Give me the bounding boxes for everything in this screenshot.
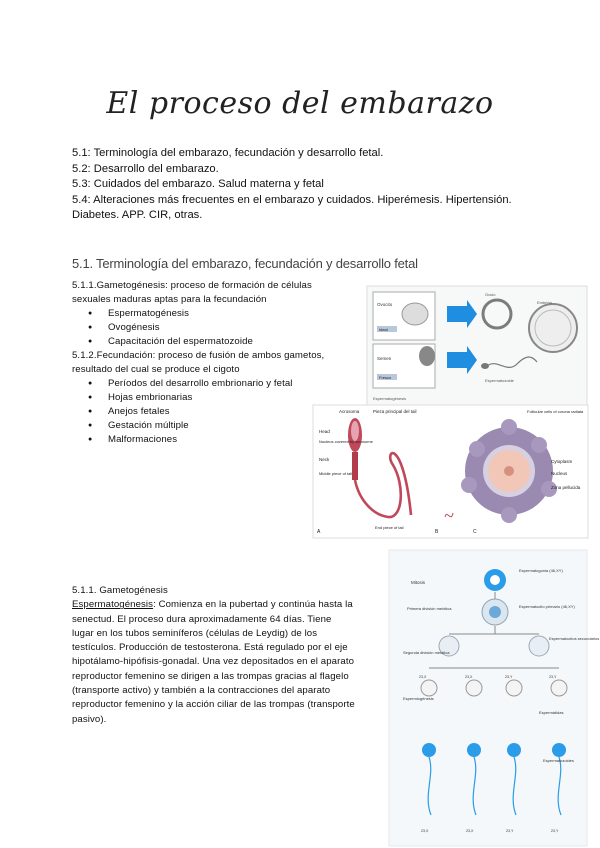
label-end-piece: End piece of tail — [375, 525, 404, 530]
sperm-midpiece — [352, 452, 358, 480]
table-of-contents — [72, 146, 532, 224]
label-chrom: 23,X — [465, 675, 473, 679]
list-item: ● Ovogénesis — [88, 321, 357, 335]
semen-cell — [419, 346, 435, 366]
paragraph-text: : Comienza en la pubertad y continúa hasta la — [153, 599, 353, 611]
sperm-ovum-diagram — [313, 405, 588, 538]
label-middle-piece: Middle piece of tail — [319, 471, 353, 476]
spermatid-cell — [506, 680, 522, 696]
label-cytoplasm: Cytoplasm — [551, 459, 573, 464]
label-espermatidas: Espermátidas — [539, 710, 564, 715]
label-chrom: 23,Y — [551, 829, 559, 833]
label-neck: Neck — [319, 457, 330, 462]
label-ovulo: Ovulo — [485, 292, 496, 297]
label-chrom: 23,Y — [506, 829, 514, 833]
list-item: ● Períodos del desarrollo embrionario y fetal — [88, 377, 357, 391]
label-espermatozoides: Espermatozoides — [543, 758, 574, 763]
fertilization-diagram — [367, 286, 587, 406]
label-nucleus: Nucleus covered by acrosome — [319, 439, 373, 444]
label-semen-tag: Fresco — [379, 375, 392, 380]
ovocyte-cell — [402, 303, 428, 325]
paragraph-line: pasivo). — [72, 713, 107, 725]
sperm-head — [481, 363, 489, 369]
label-c: C — [473, 529, 477, 535]
paragraph-line: (transporte activo) y también a la contracciones del aparato — [72, 685, 331, 697]
gametogenesis-list — [72, 307, 357, 349]
section-heading: 5.1. Terminología del embarazo, fecundación y desarrollo fetal — [72, 256, 418, 271]
label-primera-division: Primera división meiótica — [407, 606, 452, 611]
spermatogenesis-lineage-diagram — [389, 550, 600, 846]
label-chrom: 23,X — [419, 675, 427, 679]
label-espermatogonia: Espermatogonia (46,XY) — [519, 568, 563, 573]
toc-item: 5.1: Terminología del embarazo, fecundación y desarrollo fetal. — [72, 147, 384, 159]
list-item: ● Malformaciones — [88, 433, 357, 447]
nucleus — [504, 466, 514, 476]
toc-item: 5.4: Alteraciones más frecuentes en el embarazo y cuidados. Hiperémesis. Hipertensión. — [72, 193, 512, 206]
label-corona: Follicular cells of corona radiata — [527, 409, 584, 414]
term-espermatogenesis: Espermatogénesis — [72, 599, 154, 611]
label-espermiogenesis: Espermiogénesis — [403, 696, 434, 701]
paragraph-line — [72, 598, 384, 612]
sperm-head — [552, 743, 566, 757]
cell-nucleus — [489, 606, 501, 618]
sperm-head — [467, 743, 481, 757]
list-item: ● Hojas embrionarias — [88, 391, 357, 405]
paragraph-line: resultado del cual se produce el cigoto — [72, 364, 240, 375]
figure-caption: Espermatogénesis — [373, 396, 407, 401]
acrosome — [351, 421, 359, 441]
label-a: A — [317, 529, 321, 535]
sperm-head — [422, 743, 436, 757]
label-mitosis: Mitosis — [411, 580, 426, 585]
label-chrom: 23,Y — [549, 675, 557, 679]
paragraph-line: testículos. Producción de testosterona. Está regulado por el eje — [72, 642, 348, 654]
label-chrom: 23,X — [421, 829, 429, 833]
label-nucleus2: Nucleus — [551, 471, 568, 476]
label-segunda-division: Segunda división meiótica — [403, 650, 450, 655]
label-ovocito: Ovocito — [377, 302, 393, 307]
label-ovocito-tag: Ideal — [379, 327, 388, 332]
label-embrion: Embrión — [537, 300, 552, 305]
label-b: B — [435, 529, 439, 535]
label-espermatocito-1: Espermatocito primario (46,XY) — [519, 604, 575, 609]
paragraph-line: reproductor femenino se dirigen a las trompas gracias al flagelo — [72, 670, 349, 682]
paragraph-line: sexuales maduras aptas para la fecundación — [72, 294, 267, 305]
espermatogenesis-section — [72, 584, 384, 727]
spermatid-cell — [551, 680, 567, 696]
sperm-head — [507, 743, 521, 757]
paragraph-line: lugar en los tubos seminíferos (células de Leydig) de los — [72, 627, 318, 639]
paragraph-line: hipotálamo-hipófisis-gonadal. Una vez depositados en el aparato — [72, 656, 355, 668]
label-esperm: Espermatozoide — [485, 378, 514, 383]
label-semen: Semen — [377, 356, 392, 361]
paragraph-line: senectud. El proceso dura aproximadamente 64 días. Tiene — [72, 613, 332, 625]
label-acrosoma: Acrosoma — [339, 409, 360, 414]
list-item: ● Capacitación del espermatozoide — [88, 335, 357, 349]
toc-item: Diabetes. APP. CIR, otras. — [72, 209, 203, 221]
cell-nucleus — [490, 575, 500, 585]
label-pieza-principal: Pieza principal del tail — [373, 409, 417, 414]
spermatid-cell — [421, 680, 437, 696]
embryo-cell — [529, 304, 577, 352]
spermatid-cell — [466, 680, 482, 696]
toc-item: 5.2: Desarrollo del embarazo. — [72, 162, 219, 175]
paragraph-line: 5.1.2.Fecundación: proceso de fusión de ambos gametos, — [72, 350, 325, 361]
paragraph-line: 5.1.1.Gametogénesis: proceso de formación de células — [72, 280, 312, 291]
label-chrom: 23,Y — [505, 675, 513, 679]
section-subheading: 5.1.1. Gametogénesis — [72, 585, 168, 596]
label-zona: Zona pellucida — [551, 485, 581, 490]
list-item: ● Gestación múltiple — [88, 419, 357, 433]
label-chrom: 23,X — [466, 829, 474, 833]
list-item: ● Anejos fetales — [88, 405, 357, 419]
page-title: El proceso del embarazo — [106, 86, 494, 121]
toc-item: 5.3: Cuidados del embarazo. Salud materna y fetal — [72, 178, 324, 190]
secondary-spermatocyte — [529, 636, 549, 656]
label-espermatocito-2: Espermatocitos secundarios — [549, 636, 600, 641]
label-head: Head — [319, 429, 330, 434]
paragraph-line: reproductor femenino y la acción ciliar de las trompas (transporte — [72, 699, 355, 711]
list-item: ● Espermatogénesis — [88, 307, 357, 321]
